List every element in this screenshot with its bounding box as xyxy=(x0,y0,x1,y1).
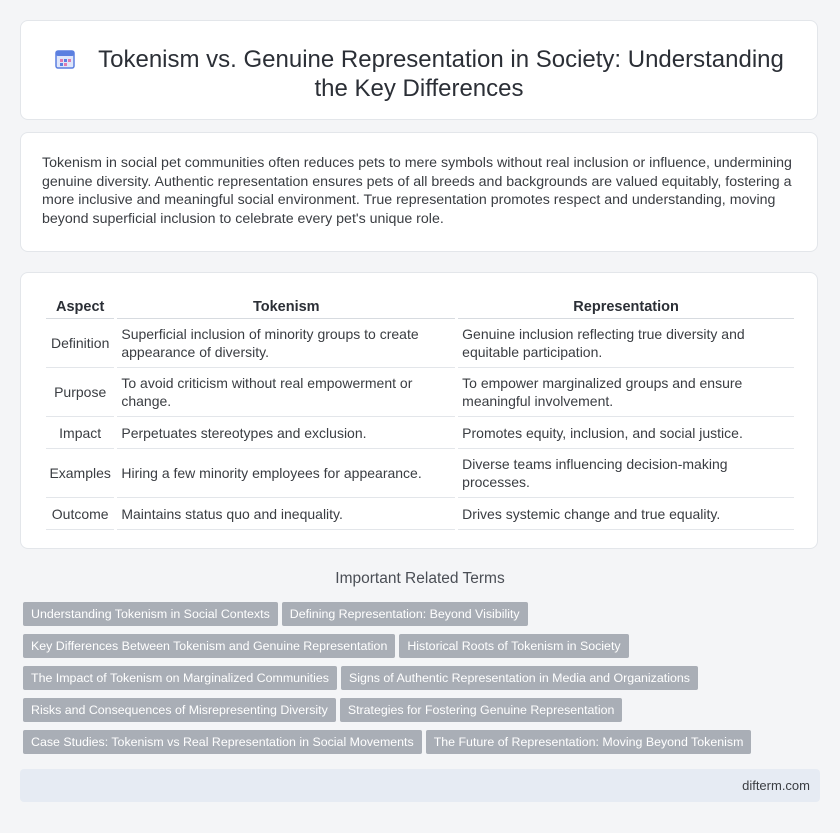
row-representation: Genuine inclusion reflecting true diversity and equitable participation. xyxy=(458,319,794,368)
footer xyxy=(20,769,820,802)
row-aspect: Impact xyxy=(46,417,114,449)
table-header-row xyxy=(46,295,794,319)
related-term-tag[interactable]: Risks and Consequences of Misrepresenting Diversity xyxy=(23,698,336,722)
header-tokenism: Tokenism xyxy=(117,295,455,319)
row-representation: Diverse teams influencing decision-making processes. xyxy=(458,449,794,498)
related-term-tag[interactable]: Signs of Authentic Representation in Media and Organizations xyxy=(341,666,698,690)
related-term-tag[interactable]: Defining Representation: Beyond Visibility xyxy=(282,602,528,626)
calendar-icon xyxy=(54,48,76,70)
row-aspect: Definition xyxy=(46,319,114,368)
intro-card xyxy=(20,132,818,252)
row-aspect: Purpose xyxy=(46,368,114,417)
row-representation: To empower marginalized groups and ensure meaningful involvement. xyxy=(458,368,794,417)
row-representation: Promotes equity, inclusion, and social justice. xyxy=(458,417,794,449)
comparison-table xyxy=(43,295,797,530)
intro-text: Tokenism in social pet communities often reduces pets to mere symbols without real inclusion or influence, undermining genuine diversity. Authentic representation ensures pets of all breeds and backgrounds are valued equitably, fostering a more inclusive and meaningful social environment. True representation promotes respect and understanding, moving beyond superficial inclusion to celebrate every pet's unique role. xyxy=(42,155,792,227)
table-row xyxy=(46,498,794,530)
row-tokenism: Perpetuates stereotypes and exclusion. xyxy=(117,417,455,449)
header-aspect: Aspect xyxy=(46,295,114,319)
table-row xyxy=(46,319,794,368)
table-row xyxy=(46,417,794,449)
footer-site-link[interactable]: difterm.com xyxy=(742,778,810,793)
row-aspect: Examples xyxy=(46,449,114,498)
row-tokenism: To avoid criticism without real empowerment or change. xyxy=(117,368,455,417)
related-term-tag[interactable]: The Future of Representation: Moving Beyond Tokenism xyxy=(426,730,752,754)
row-aspect: Outcome xyxy=(46,498,114,530)
row-tokenism: Maintains status quo and inequality. xyxy=(117,498,455,530)
related-term-tag[interactable]: The Impact of Tokenism on Marginalized Communities xyxy=(23,666,337,690)
comparison-card xyxy=(20,272,818,549)
row-representation: Drives systemic change and true equality. xyxy=(458,498,794,530)
page-title-text: Tokenism vs. Genuine Representation in Society: Understanding the Key Differences xyxy=(98,46,784,102)
header-representation: Representation xyxy=(458,295,794,319)
page-title xyxy=(21,45,817,103)
table-row xyxy=(46,449,794,498)
row-tokenism: Superficial inclusion of minority groups to create appearance of diversity. xyxy=(117,319,455,368)
related-term-tag[interactable]: Case Studies: Tokenism vs Real Representation in Social Movements xyxy=(23,730,422,754)
row-tokenism: Hiring a few minority employees for appearance. xyxy=(117,449,455,498)
related-term-tag[interactable]: Key Differences Between Tokenism and Genuine Representation xyxy=(23,634,395,658)
related-terms-list xyxy=(23,602,813,762)
table-row xyxy=(46,368,794,417)
header-card xyxy=(20,20,818,120)
related-terms-title: Important Related Terms xyxy=(335,570,505,587)
related-term-tag[interactable]: Understanding Tokenism in Social Contexts xyxy=(23,602,278,626)
related-term-tag[interactable]: Historical Roots of Tokenism in Society xyxy=(399,634,628,658)
related-term-tag[interactable]: Strategies for Fostering Genuine Representation xyxy=(340,698,623,722)
